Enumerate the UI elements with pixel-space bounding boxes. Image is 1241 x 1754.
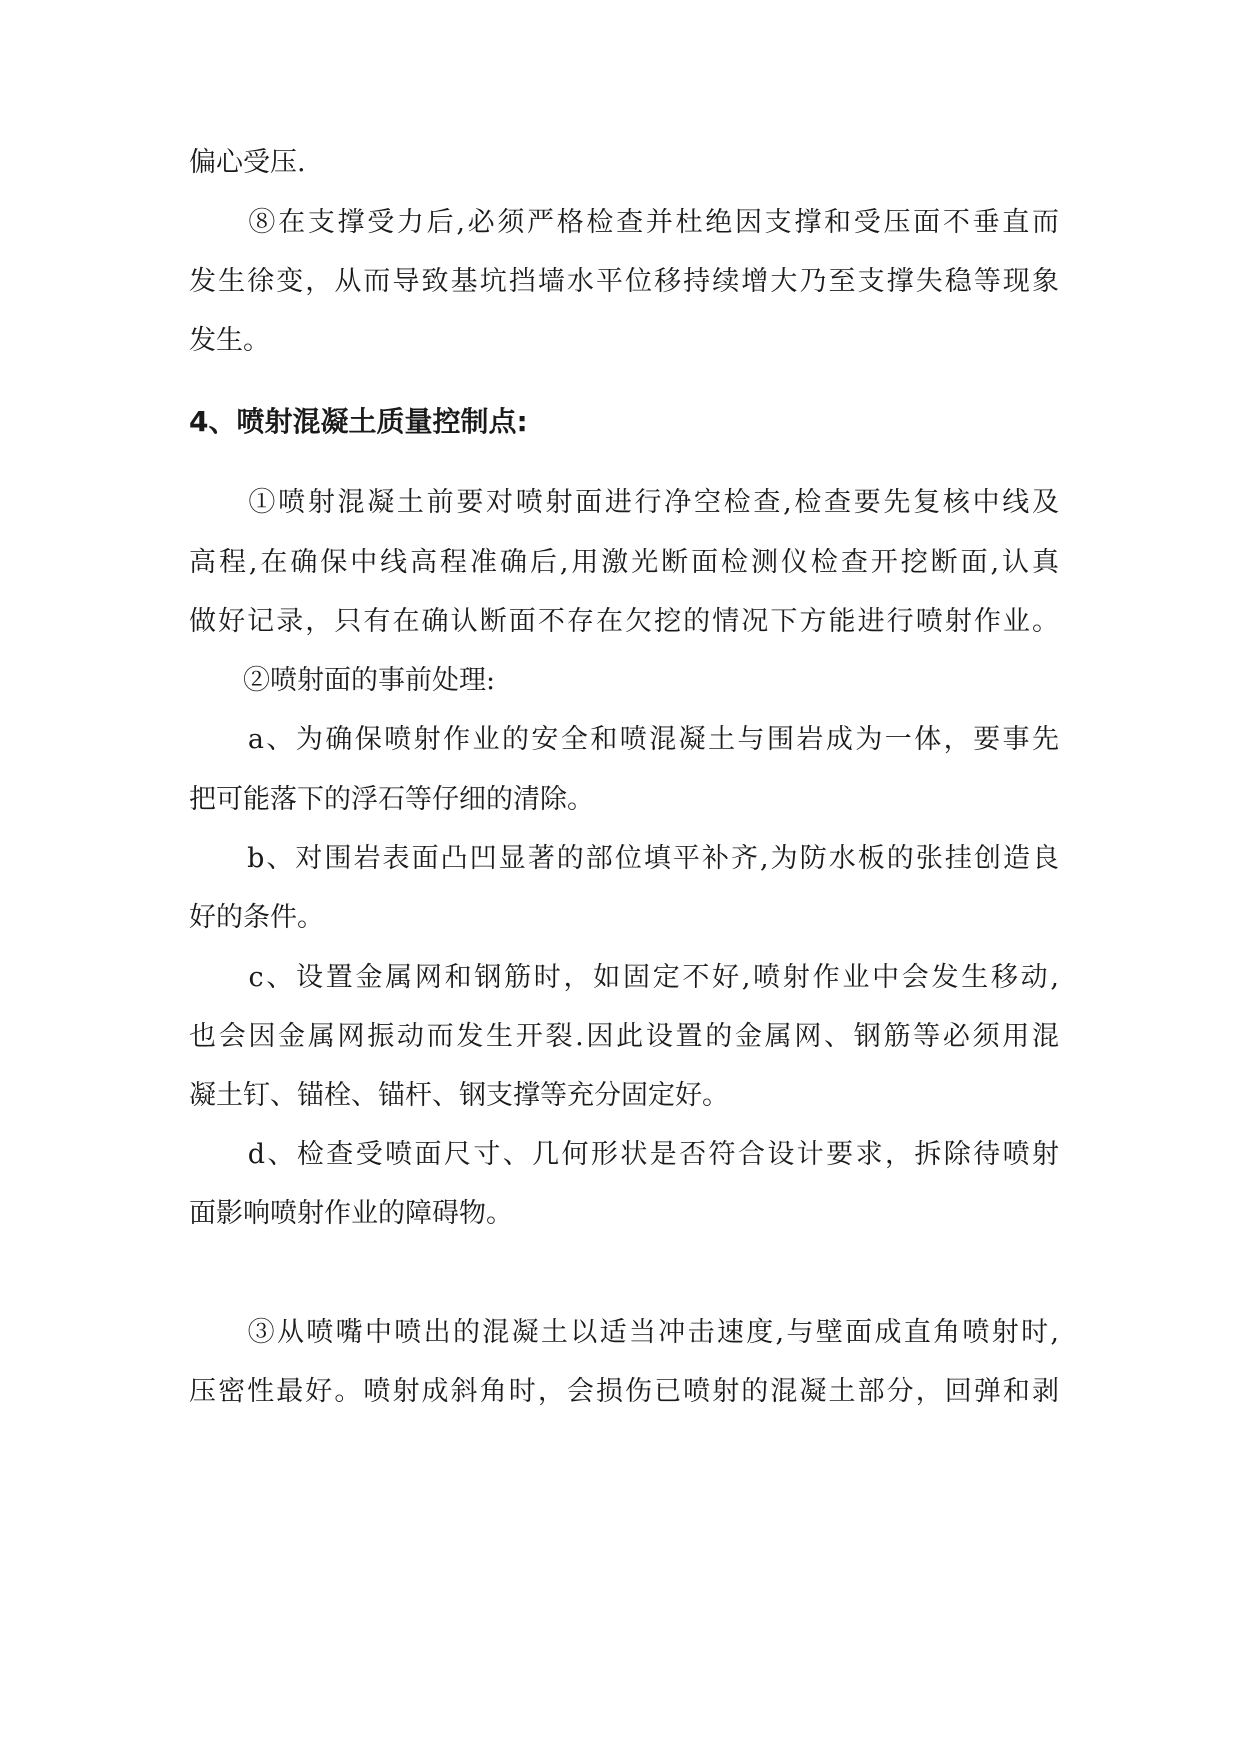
text-line: 压密性最好。喷射成斜角时，会损伤已喷射的混凝土部分，回弹和剥: [189, 1376, 1059, 1407]
text-line: ②喷射面的事前处理:: [189, 665, 496, 696]
text-line: a、为确保喷射作业的安全和喷混凝土与围岩成为一体，要事先: [189, 724, 1059, 755]
text-line: 凝土钉、锚栓、锚杆、钢支撑等充分固定好。: [189, 1080, 729, 1111]
text-line: ⑧在支撑受力后,必须严格检查并杜绝因支撑和受压面不垂直而: [189, 207, 1059, 238]
text-line: c、设置金属网和钢筋时，如固定不好,喷射作业中会发生移动,: [189, 962, 1059, 993]
text-line: 高程,在确保中线高程准确后,用激光断面检测仪检查开挖断面,认真: [189, 547, 1059, 578]
text-line: 做好记录，只有在确认断面不存在欠挖的情况下方能进行喷射作业。: [189, 606, 1059, 637]
text-line: d、检查受喷面尺寸、几何形状是否符合设计要求，拆除待喷射: [189, 1139, 1059, 1170]
text-line: 面影响喷射作业的障碍物。: [189, 1198, 513, 1229]
section-heading: 4、喷射混凝土质量控制点:: [189, 405, 528, 438]
text-line: 发生徐变，从而导致基坑挡墙水平位移持续增大乃至支撑失稳等现象: [189, 266, 1059, 297]
text-line: ③从喷嘴中喷出的混凝土以适当冲击速度,与壁面成直角喷射时,: [189, 1317, 1059, 1348]
text-line: 把可能落下的浮石等仔细的清除。: [189, 784, 594, 815]
text-line: 偏心受压.: [189, 147, 306, 178]
text-line: 好的条件。: [189, 902, 324, 933]
text-line: ①喷射混凝土前要对喷射面进行净空检查,检查要先复核中线及: [189, 487, 1059, 518]
text-line: 也会因金属网振动而发生开裂.因此设置的金属网、钢筋等必须用混: [189, 1021, 1059, 1052]
text-line: 发生。: [189, 325, 270, 356]
text-line: b、对围岩表面凸凹显著的部位填平补齐,为防水板的张挂创造良: [189, 843, 1059, 874]
